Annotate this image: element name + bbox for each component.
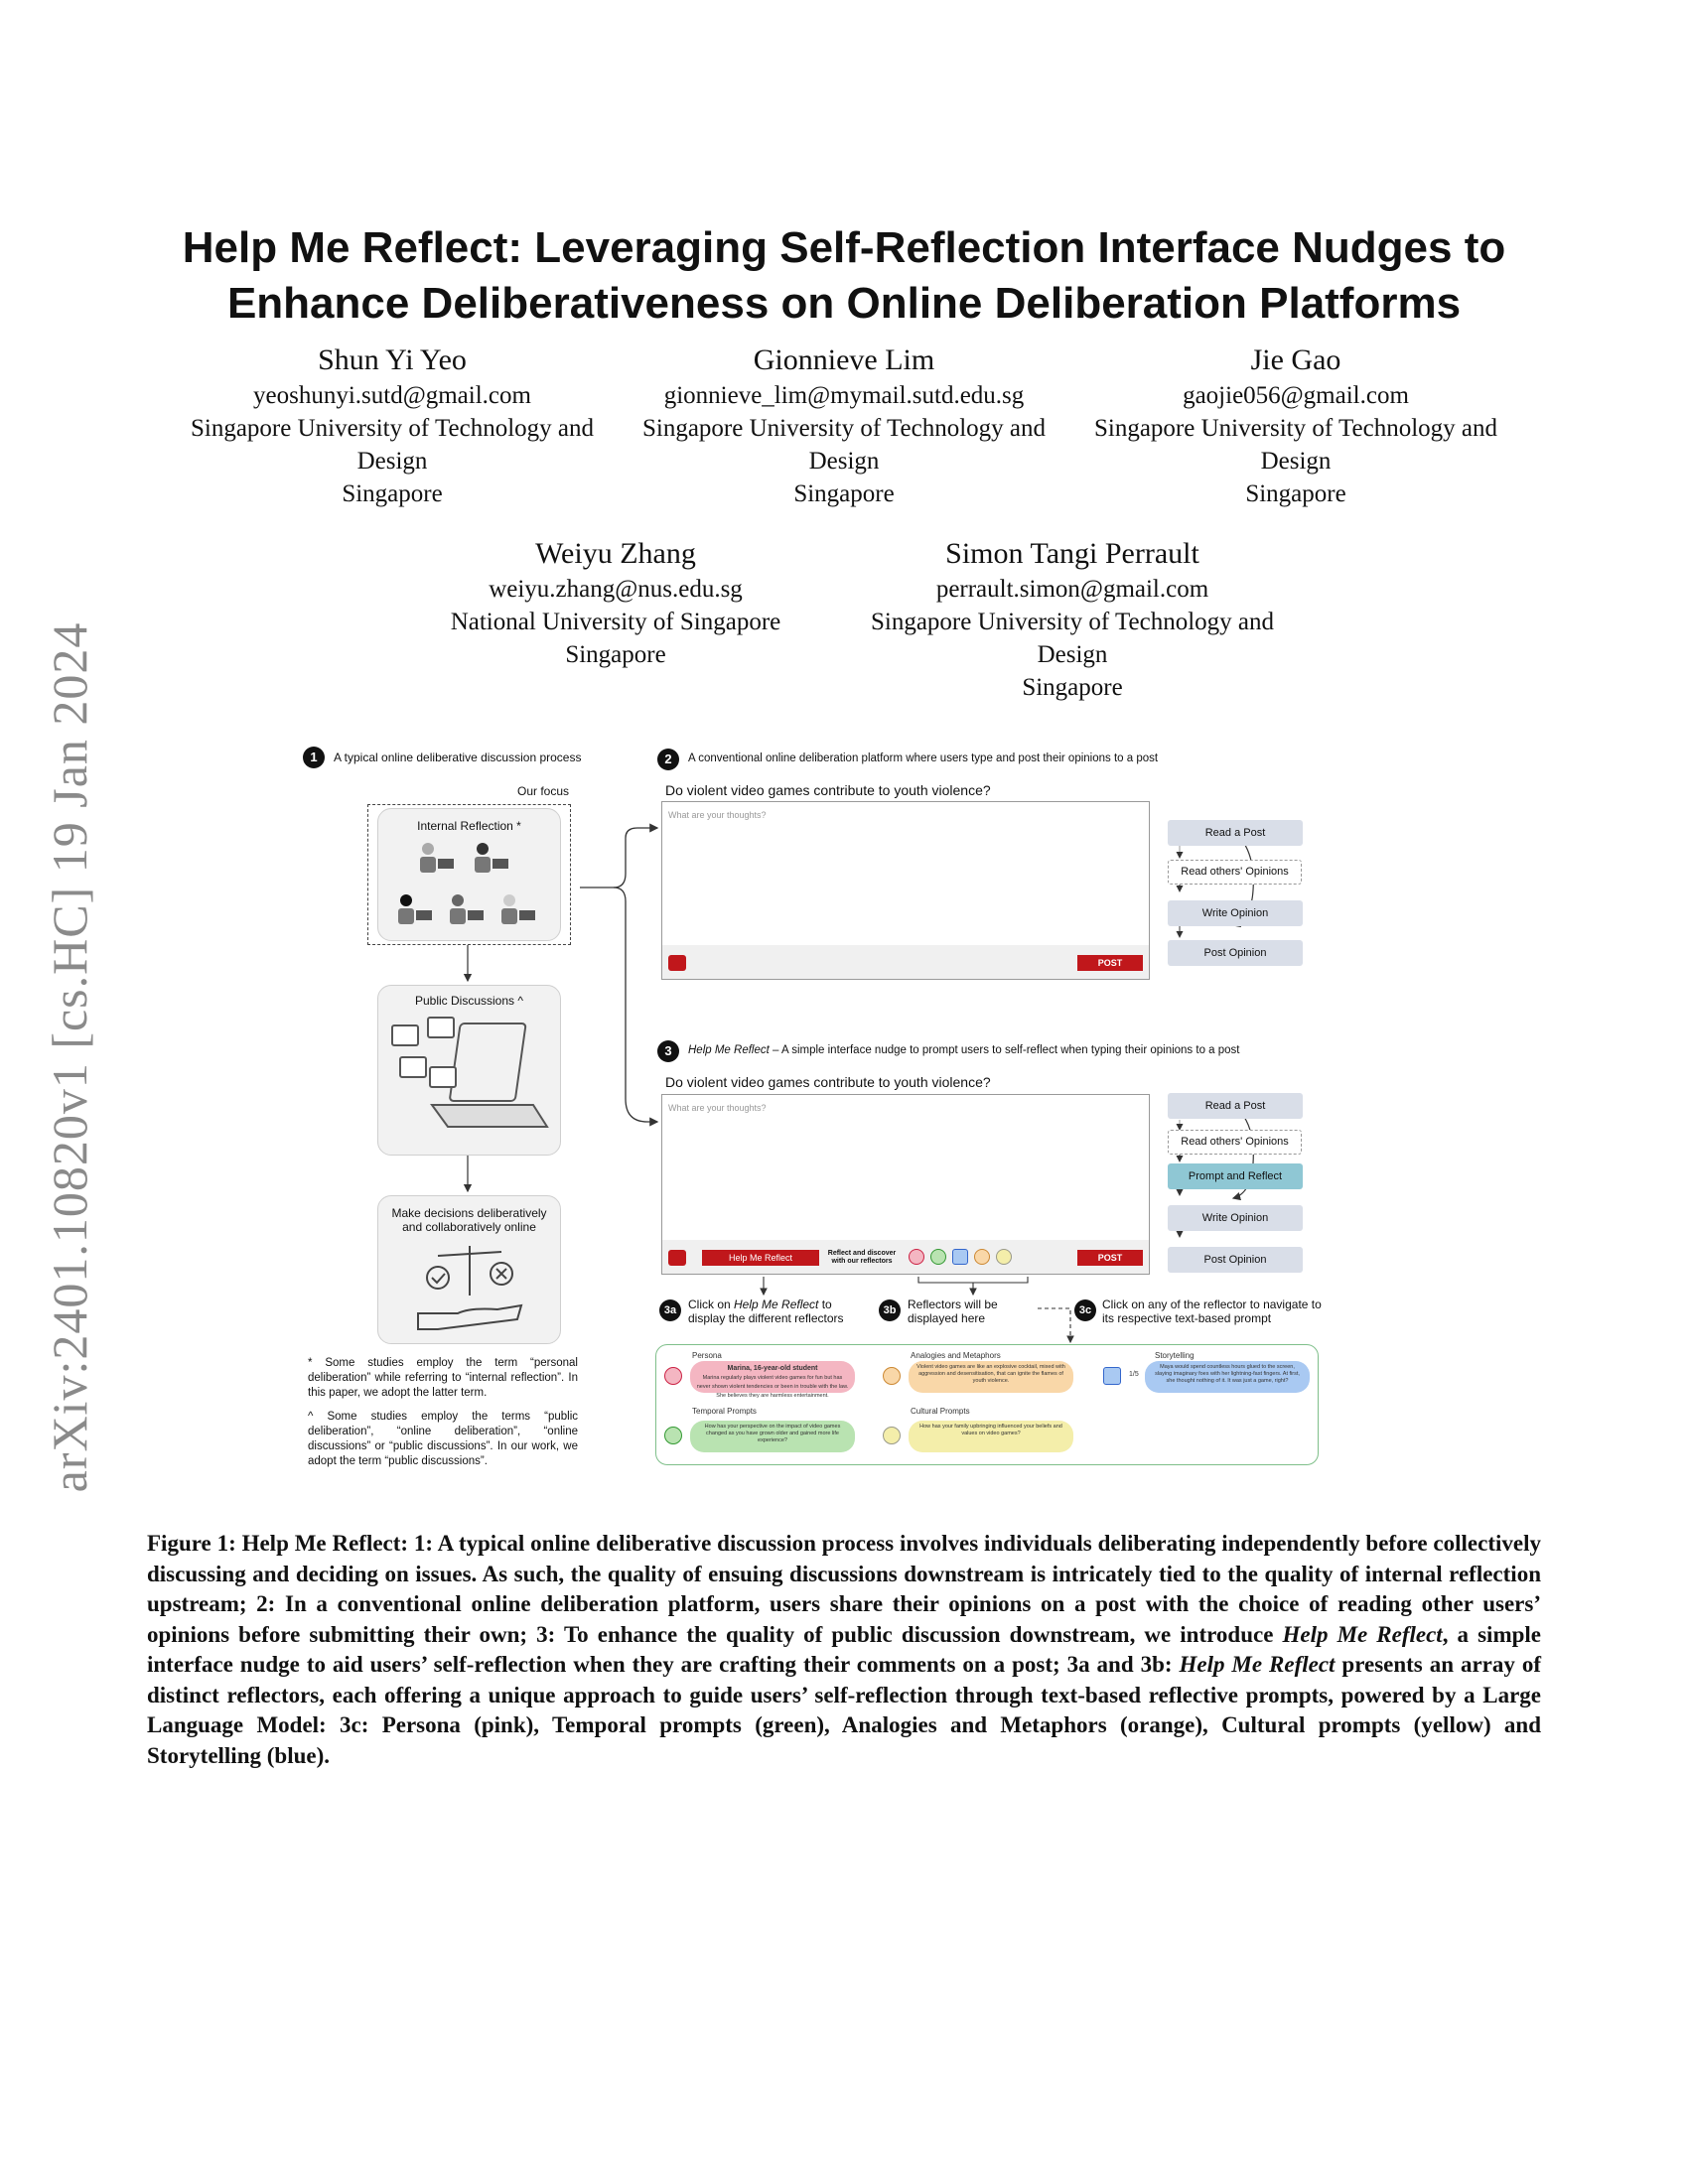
editor-toolbar — [662, 945, 1149, 979]
paper-title: Help Me Reflect: Leveraging Self-Reflection Interface Nudges to Enhance Deliberativeness on Online Deliberation Platforms — [182, 223, 1506, 328]
temporal-reflector-icon[interactable] — [930, 1249, 946, 1265]
help-me-reflect-button[interactable]: Help Me Reflect — [702, 1250, 819, 1266]
figure-caption — [147, 1529, 1541, 1771]
step-post-opinion: Post Opinion — [1168, 940, 1303, 966]
cultural-prompt[interactable]: How has your family upbringing influenced your beliefs and values on video games? — [909, 1421, 1073, 1452]
author-name: Jie Gao — [1250, 343, 1341, 376]
decisions-box — [377, 1195, 561, 1344]
cultural-label: Cultural Prompts — [911, 1407, 970, 1416]
persona-icon[interactable] — [664, 1367, 682, 1385]
image-upload-icon[interactable] — [668, 955, 686, 971]
persona-reflector-icon[interactable] — [909, 1249, 924, 1265]
post-button[interactable]: POST — [1077, 955, 1143, 971]
storytelling-reflector-icon[interactable] — [952, 1249, 968, 1265]
analogies-prompt[interactable]: Violent video games are like an explosive cocktail, mixed with aggression and desensitisation, that can ignite the flames of youth violence. — [909, 1361, 1073, 1393]
author-email: perrault.simon@gmail.com — [935, 576, 1209, 603]
textarea-placeholder: What are your thoughts? — [668, 810, 767, 820]
persona-prompt[interactable] — [690, 1361, 855, 1399]
decisions-label: Make decisions deliberatively and collaboratively online — [391, 1206, 547, 1234]
people-laptop-icon — [378, 809, 560, 940]
footnote-public: ^ Some studies employ the terms “public deliberation”, “online deliberation”, “online discussions” or “public discussions”. In our work, we adopt the term “public discussions”. — [308, 1411, 578, 1467]
persona-text: Marina regularly plays violent video games for fun but has never shown violent tendencies or been in trouble with the law. She believes they are harmless entertainment. — [696, 1375, 849, 1399]
reflectors-panel — [655, 1344, 1319, 1465]
sub3c-text: Click on any of the reflector to navigate to its respective text-based prompt — [1102, 1297, 1322, 1325]
step-read-opinions: Read others' Opinions — [1168, 860, 1302, 885]
story-page: 1/5 — [1129, 1371, 1139, 1378]
analogies-label: Analogies and Metaphors — [911, 1351, 1001, 1360]
author-name: Weiyu Zhang — [535, 537, 696, 570]
public-discussions-box — [377, 985, 561, 1156]
figure-1 — [298, 747, 1390, 1501]
author-block — [621, 341, 1067, 510]
section-number-2: 2 — [657, 749, 679, 770]
author-country: Singapore — [1022, 674, 1123, 701]
author-country: Singapore — [565, 641, 666, 668]
persona-label: Persona — [692, 1351, 722, 1360]
post-question: Do violent video games contribute to youth violence? — [665, 1074, 991, 1090]
section-number-3a: 3a — [659, 1299, 681, 1321]
opinion-textarea[interactable] — [661, 801, 1150, 980]
step-read-opinions: Read others' Opinions — [1168, 1130, 1302, 1155]
step-write-opinion: Write Opinion — [1168, 1205, 1303, 1231]
internal-reflection-label: Internal Reflection * — [417, 819, 521, 833]
public-discussions-label: Public Discussions ^ — [414, 994, 523, 1008]
author-country: Singapore — [1245, 480, 1346, 507]
textarea-placeholder: What are your thoughts? — [668, 1103, 767, 1113]
persona-name: Marina, 16-year-old student — [727, 1365, 818, 1372]
section-title-3-rest: – A simple interface nudge to prompt users to self-reflect when typing their opinions to a post — [769, 1044, 1240, 1056]
temporal-icon[interactable] — [664, 1427, 682, 1444]
internal-reflection-box — [377, 808, 561, 941]
author-country: Singapore — [342, 480, 443, 507]
step-post-opinion: Post Opinion — [1168, 1247, 1303, 1273]
step-prompt-reflect: Prompt and Reflect — [1168, 1163, 1303, 1189]
our-focus-label: Our focus — [517, 784, 570, 798]
author-affiliation: Singapore University of Technology and Design — [870, 609, 1275, 668]
analogies-reflector-icon[interactable] — [974, 1249, 990, 1265]
author-affiliation: Singapore University of Technology and Design — [190, 415, 595, 475]
scale-hand-icon — [378, 1196, 560, 1343]
caption-part-2: , a simple interface nudge to aid users’ self-reflection when they are crafting their comments on a post; 3a and 3b: — [147, 1621, 1541, 1677]
laptop-chat-icon — [378, 986, 560, 1155]
caption-emphasis-2: Help Me Reflect — [1179, 1652, 1336, 1677]
author-email: gionnieve_lim@mymail.sutd.edu.sg — [663, 382, 1025, 409]
author-name: Gionnieve Lim — [753, 343, 935, 376]
author-country: Singapore — [793, 480, 895, 507]
reflect-discover-text: Reflect and discover with our reflectors — [827, 1250, 897, 1265]
section-title-1: A typical online deliberative discussion process — [334, 751, 582, 764]
sub3a-emphasis: Help Me Reflect — [734, 1297, 819, 1311]
caption-part-3: presents an array of distinct reflectors, each offering a unique approach to guide users’ self-reflection through text-based reflective prompts, powered by a Large Language Model: 3c: Persona (pink), Temporal prompts (green), Analogies and Metaphors (orange), Cultural prompts (yellow) and Storytelling (blue). — [147, 1652, 1541, 1768]
sub3a-pre: Click on — [688, 1297, 735, 1311]
section-number-3c: 3c — [1074, 1299, 1096, 1321]
sub3a-post: to display the different reflectors — [688, 1297, 844, 1325]
section-title-2: A conventional online deliberation platform where users type and post their opinions to a post — [688, 752, 1159, 764]
caption-emphasis-1: Help Me Reflect — [1282, 1621, 1443, 1647]
author-block — [849, 535, 1296, 704]
storytelling-label: Storytelling — [1155, 1351, 1195, 1360]
step-write-opinion: Write Opinion — [1168, 900, 1303, 926]
opinion-textarea[interactable] — [661, 1094, 1150, 1275]
author-email: weiyu.zhang@nus.edu.sg — [489, 576, 743, 603]
arxiv-stamp: arXiv:2401.10820v1 [cs.HC] 19 Jan 2024 — [42, 621, 97, 1493]
caption-part-1: Figure 1: Help Me Reflect: 1: A typical online deliberative discussion process involves individuals deliberating independently before collectively discussing and deciding on issues. As such, the quality of ensuing discussions downstream is intricately tied to the quality of internal reflection upstream; 2: In a conventional online deliberation platform, users share their opinions on a post with the choice of reading other users’ opinions before submitting their own; 3: To enhance the quality of public discussion downstream, we introduce — [147, 1531, 1541, 1647]
temporal-label: Temporal Prompts — [692, 1407, 757, 1416]
author-name: Simon Tangi Perrault — [945, 537, 1199, 570]
post-button[interactable]: POST — [1077, 1250, 1143, 1266]
section-number-3b: 3b — [879, 1299, 901, 1321]
author-email: yeoshunyi.sutd@gmail.com — [253, 382, 531, 409]
section-title-3 — [688, 1044, 1240, 1056]
sub3a-text — [688, 1297, 847, 1325]
author-affiliation: Singapore University of Technology and Design — [1093, 415, 1498, 475]
author-email: gaojie056@gmail.com — [1183, 382, 1409, 409]
post-question: Do violent video games contribute to youth violence? — [665, 782, 991, 798]
section-number-3: 3 — [657, 1040, 679, 1062]
step-read-post: Read a Post — [1168, 820, 1303, 846]
author-affiliation: National University of Singapore — [450, 609, 781, 635]
temporal-prompt[interactable]: How has your perspective on the impact of video games changed as you have grown older and gained more life experience? — [690, 1421, 855, 1452]
storytelling-icon[interactable] — [1103, 1367, 1121, 1385]
author-name: Shun Yi Yeo — [318, 343, 467, 376]
analogies-icon[interactable] — [883, 1367, 901, 1385]
section-number-1: 1 — [303, 747, 325, 768]
storytelling-prompt[interactable]: Maya would spend countless hours glued to the screen, slaying imaginary foes with her lightning-fast fingers. At first, she thought nothing of it. It was just a game, right? — [1145, 1361, 1310, 1393]
step-read-post: Read a Post — [1168, 1093, 1303, 1119]
author-block — [1072, 341, 1519, 510]
footnote-internal: * Some studies employ the term “personal deliberation” while referring to “internal reflection”. In this paper, we adopt the latter term. — [308, 1357, 578, 1399]
section-title-3-emphasis: Help Me Reflect — [688, 1044, 770, 1056]
author-block — [397, 535, 834, 671]
image-upload-icon[interactable] — [668, 1250, 686, 1266]
author-block — [169, 341, 616, 510]
cultural-reflector-icon[interactable] — [996, 1249, 1012, 1265]
author-affiliation: Singapore University of Technology and Design — [641, 415, 1047, 475]
sub3b-text: Reflectors will be displayed here — [908, 1297, 998, 1325]
cultural-icon[interactable] — [883, 1427, 901, 1444]
